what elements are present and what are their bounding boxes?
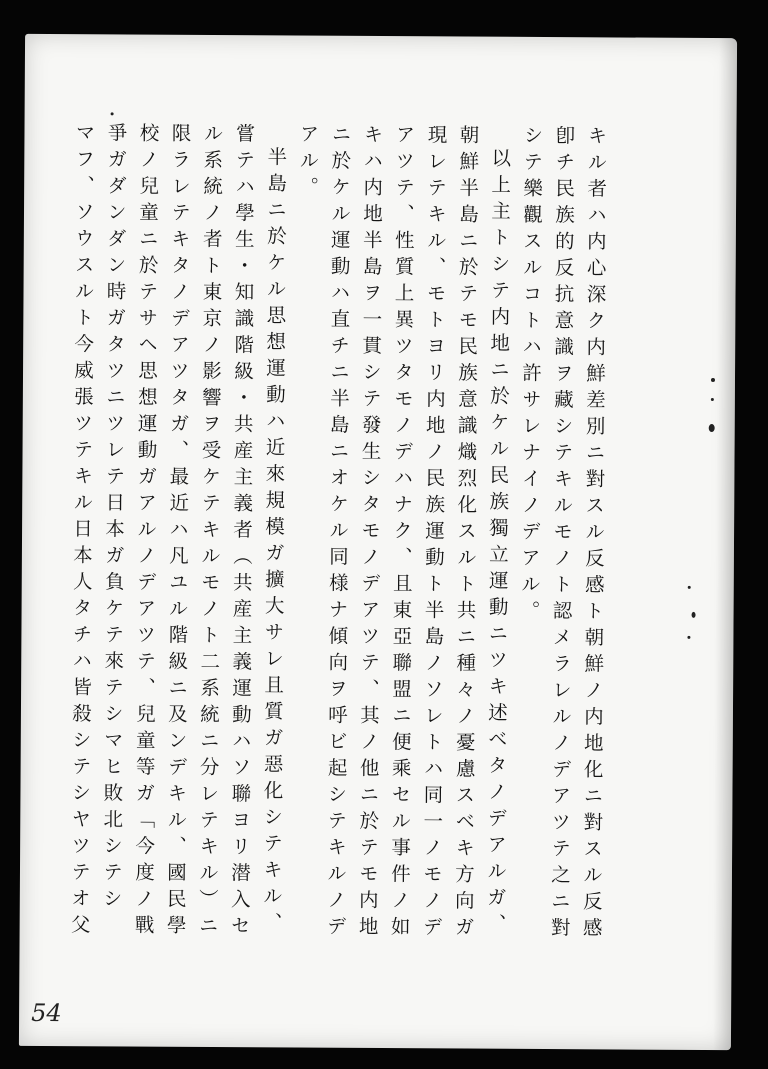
text-column: アル。 [296,123,320,203]
text-column: マフ、ソウスルト今威張ツテキル日本人タチハ皆殺シテシヤツテオ父 [67,122,96,941]
text-column: 朝鮮半島ニ於テモ民族意識熾烈化スルト共ニ種々ノ憂慮スベキ方向ガ [451,124,480,944]
paper-sheet [19,34,737,1050]
page-number: 54 [31,998,62,1028]
paper-edge-shadow [713,38,737,1050]
text-column: 嘗テハ學生・知識階級・共産主義者（共産主義運動ハソ聯ヨリ潜入セ [227,123,256,942]
scan-speck [711,378,715,382]
scan-speck [692,612,696,618]
scan-speck [709,424,715,432]
text-column: 卽チ民族的反抗意識ヲ藏シテキルモノト認メラレルノデアツテ之ニ對 [547,125,576,944]
text-column: ル系統ノ者ト東京ノ影響ヲ受ケテキルモノト二系統ニ分レテキル）ニ [195,122,224,942]
scan-speck [688,586,691,589]
scan-speck [711,398,714,401]
text-column: アツテ、性質上異ツタモノデハナク、且東亞聯盟ニ便乘セル事件ノ如 [387,124,416,943]
text-column: キル者ハ内心深ク内鮮差別ニ對スル反感ト朝鮮ノ内地化ニ對スル反感 [579,125,608,944]
text-column: 半島ニ於ケル思想運動ハ近來規模ガ擴大サレ且質ガ惡化シテキル、 [259,146,288,939]
text-column: 爭ガダンダン時ガタツニツレテ日本ガ負ケテ來テシマヒ敗北シテシ [99,122,128,915]
text-column: 現レテキル、モトヨリ内地ノ民族運動ト半島ノソレトハ同一ノモノデ [419,124,448,943]
text-column: シテ樂觀スルコトハ許サレナイノデアル。 [517,124,544,627]
scan-speck [111,112,114,115]
text-column: キハ内地半島ヲ一貫シテ發生シタモノデアツテ、其ノ他ニ於テモ内地 [355,123,384,943]
text-column: 校ノ兒童ニ於テサヘ思想運動ガアルノデアツテ、兒童等ガ「今度ノ戰 [131,122,160,942]
text-column: ニ於ケル運動ハ直チニ半島ニオケル同様ナ傾向ヲ呼ビ起シテキルノデ [323,123,352,943]
scan-speck [687,636,690,639]
text-column: 限ラレテキタノデアツタガ、最近ハ凡ユル階級ニ及ンデキル、國民學 [163,122,192,942]
text-column: 以上主トシテ内地ニ於ケル民族獨立運動ニツキ述ベタノデアルガ、 [483,147,512,940]
